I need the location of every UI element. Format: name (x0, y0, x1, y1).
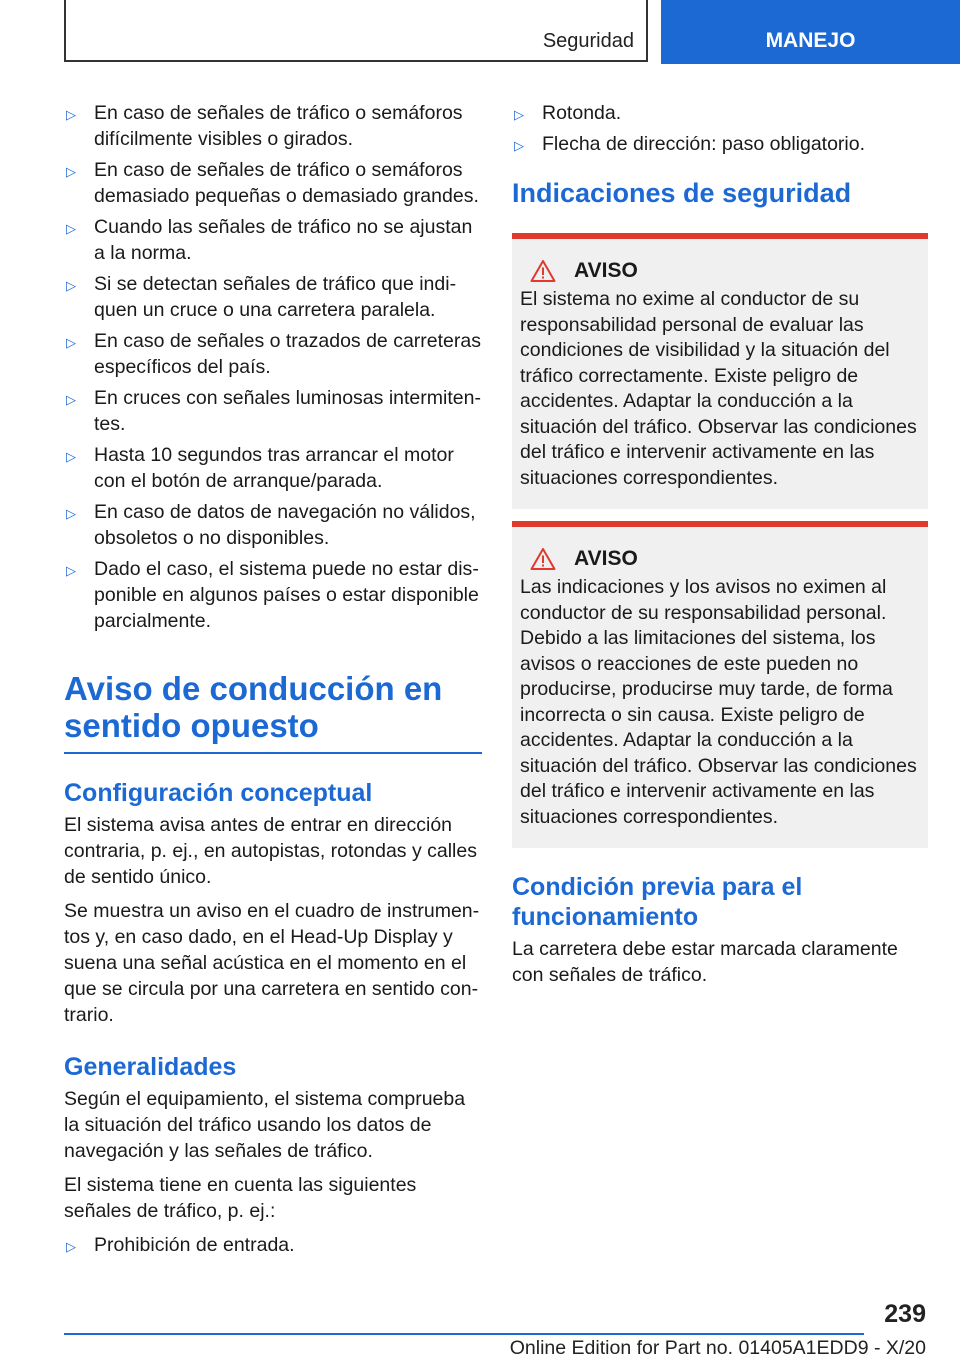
triangle-bullet-icon: ▷ (66, 506, 76, 521)
list-item: ▷ En caso de señales de tráfico o semáforos demasiado pequeñas o demasiado grandes. (66, 159, 479, 207)
warning-text: Las indicaciones y los avisos no eximen al conductor de su responsabilidad personal. Debido a las limitaciones del sistema, los avisos o reacciones de este pueden no producirse, producirse muy tarde, de forma incorrecta o sin causa. Existe peligro de accidentes. Adaptar la conducción a la situación del tráfico. Observar las condiciones del tráfico e intervenir activamente en las situaciones correspondientes. (520, 576, 917, 828)
triangle-bullet-icon: ▷ (66, 278, 76, 293)
right-bullet-list (512, 100, 928, 157)
precondition-heading: Condición previa para el funcionamiento (512, 873, 803, 931)
warning-title: AVISO (574, 259, 638, 282)
warning-box-2 (512, 521, 928, 848)
list-item: ▷ Si se detectan señales de tráfico que indiquen un cruce o una carretera paralela. (66, 273, 457, 321)
list-item: ▷ En caso de señales de tráfico o semáforos difícilmente visibles o girados. (66, 102, 463, 150)
warning-triangle-icon (530, 259, 556, 283)
triangle-bullet-icon: ▷ (66, 335, 76, 350)
left-bullet-list (64, 100, 482, 634)
general-paragraph-2: El sistema tiene en cuenta las siguientes señales de tráfico, p. ej.: (64, 1174, 417, 1222)
precondition-paragraph: La carretera debe estar marcada claramente con señales de tráfico. (512, 938, 898, 986)
list-item: ▷ Flecha de dirección: paso obligatorio. (512, 131, 928, 157)
triangle-bullet-icon: ▷ (66, 563, 76, 578)
list-item: ▷ Rotonda. (512, 100, 928, 126)
triangle-bullet-icon: ▷ (66, 107, 76, 122)
header-section-title: Seguridad (542, 30, 634, 52)
right-column (512, 100, 928, 996)
warning-triangle-icon (530, 547, 556, 571)
triangle-bullet-icon: ▷ (66, 1239, 76, 1254)
footer-edition: Online Edition for Part no. 01405A1EDD9 - X/20 (509, 1337, 926, 1359)
list-item: ▷ Dado el caso, el sistema puede no estar disponible en algunos países o estar disponible parcialmente. (66, 558, 479, 632)
list-item: ▷ En cruces con señales luminosas intermitentes. (66, 387, 481, 435)
general-paragraph-1: Según el equipamiento, el sistema comprueba la situación del tráfico usando los datos de navegación y las señales de tráfico. (64, 1088, 466, 1162)
concept-heading: Configuración conceptual (64, 779, 373, 807)
left-column (64, 100, 482, 1263)
warning-box-1 (512, 233, 928, 509)
list-item: ▷ En caso de datos de navegación no válidos, obsoletos o no disponibles. (66, 501, 476, 549)
list-item: ▷ Hasta 10 segundos tras arrancar el motor con el botón de arranque/parada. (66, 444, 454, 492)
list-item: ▷ Prohibición de entrada. (64, 1232, 482, 1258)
triangle-bullet-icon: ▷ (66, 164, 76, 179)
triangle-bullet-icon: ▷ (514, 138, 524, 153)
triangle-bullet-icon: ▷ (66, 392, 76, 407)
list-item: ▷ Cuando las señales de tráfico no se ajustan a la norma. (66, 216, 473, 264)
general-bullet-list (64, 1232, 482, 1258)
concept-paragraph-2: Se muestra un aviso en el cuadro de instrumentos y, en caso dado, en el Head-Up Display y suena una señal acústica en el momento en el que se circula por una carretera en sentido contrario. (64, 900, 480, 1026)
safety-heading: Indicaciones de seguridad (512, 178, 852, 208)
triangle-bullet-icon: ▷ (514, 107, 524, 122)
triangle-bullet-icon: ▷ (66, 221, 76, 236)
concept-paragraph-1: El sistema avisa antes de entrar en dirección contraria, p. ej., en autopistas, rotondas y calles de sentido único. (64, 814, 477, 888)
warning-text: El sistema no exime al conductor de su responsabilidad personal de evaluar las condiciones de visibilidad y la situación del tráfico correctamente. Existe peligro de accidentes. Adaptar la conducción a la situación del tráfico. Observar las condiciones del tráfico e intervenir activamente en las situaciones correspondientes. (520, 288, 917, 489)
triangle-bullet-icon: ▷ (66, 449, 76, 464)
general-heading: Generalidades (64, 1053, 237, 1081)
warning-title: AVISO (574, 547, 638, 570)
list-item: ▷ En caso de señales o trazados de carreteras específicos del país. (66, 330, 481, 378)
chapter-tab[interactable]: MANEJO (661, 0, 960, 64)
section-title: Aviso de conducción en sentido opuesto (64, 670, 482, 754)
page-number: 239 (884, 1300, 926, 1328)
footer-divider (64, 1333, 864, 1335)
